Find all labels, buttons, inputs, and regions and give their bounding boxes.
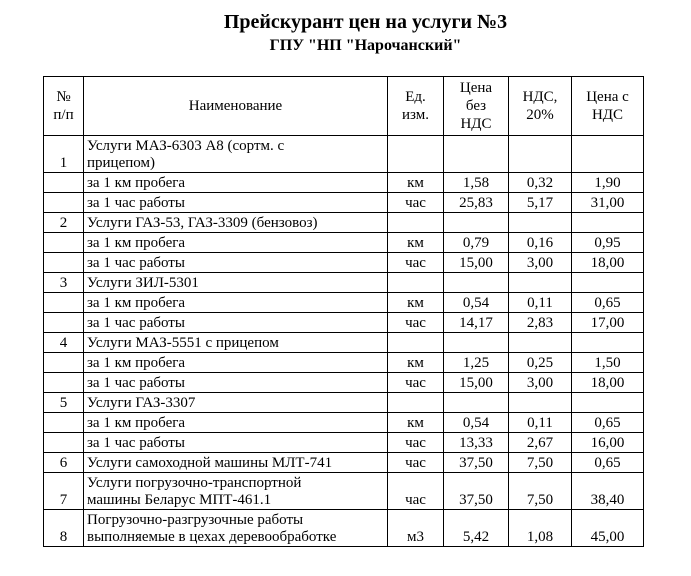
cell-unit: км xyxy=(388,293,444,313)
cell-total: 18,00 xyxy=(572,253,644,273)
cell-total xyxy=(572,136,644,173)
table-row xyxy=(44,333,644,353)
cell-unit: час xyxy=(388,433,444,453)
cell-vat xyxy=(509,213,572,233)
table-row xyxy=(44,373,644,393)
cell-price xyxy=(444,273,509,293)
cell-name-line: Услуги погрузочно-транспортной xyxy=(87,475,302,491)
cell-total: 18,00 xyxy=(572,373,644,393)
cell-price xyxy=(444,213,509,233)
cell-price: 1,58 xyxy=(444,173,509,193)
cell-vat: 0,11 xyxy=(509,413,572,433)
cell-num xyxy=(44,193,84,213)
cell-price xyxy=(444,393,509,413)
page-title: Прейскурант цен на услуги №3 xyxy=(223,11,508,33)
cell-num xyxy=(44,313,84,333)
cell-name xyxy=(84,373,388,393)
cell-total: 0,65 xyxy=(572,293,644,313)
cell-unit xyxy=(388,393,444,413)
table-row xyxy=(44,233,644,253)
table-row xyxy=(44,453,644,473)
cell-num: 2 xyxy=(44,213,84,233)
cell-num: 4 xyxy=(44,333,84,353)
column-header-total-line: НДС xyxy=(591,107,624,123)
cell-name-line: за 1 км пробега xyxy=(87,235,186,251)
column-header-price-line: без xyxy=(465,98,487,114)
page-subtitle: ГПУ "НП "Нарочанский" xyxy=(269,37,462,54)
cell-name-line: Услуги ЗИЛ-5301 xyxy=(87,275,199,291)
cell-price: 14,17 xyxy=(444,313,509,333)
table-row xyxy=(44,136,644,173)
cell-num xyxy=(44,373,84,393)
cell-name xyxy=(84,413,388,433)
cell-vat: 3,00 xyxy=(509,373,572,393)
cell-num: 7 xyxy=(44,473,84,510)
column-header-price xyxy=(444,77,509,136)
cell-name-line: выполняемые в цехах деревообработке xyxy=(87,529,337,545)
table-row xyxy=(44,173,644,193)
column-header-total-line: Цена с xyxy=(586,89,629,105)
column-header-price-line: Цена xyxy=(459,80,493,96)
cell-num: 1 xyxy=(44,136,84,173)
cell-total: 38,40 xyxy=(572,473,644,510)
cell-vat xyxy=(509,273,572,293)
cell-total: 17,00 xyxy=(572,313,644,333)
cell-name xyxy=(84,453,388,473)
cell-vat xyxy=(509,333,572,353)
cell-name-line: за 1 час работы xyxy=(87,375,185,391)
cell-name xyxy=(84,353,388,373)
cell-name-line: за 1 км пробега xyxy=(87,295,186,311)
cell-name xyxy=(84,213,388,233)
cell-num: 5 xyxy=(44,393,84,413)
cell-name-line: Услуги самоходной машины МЛТ-741 xyxy=(87,455,333,471)
cell-num xyxy=(44,353,84,373)
cell-vat: 7,50 xyxy=(509,453,572,473)
cell-name-line: Погрузочно-разгрузочные работы xyxy=(87,512,304,528)
cell-name-line: за 1 час работы xyxy=(87,195,185,211)
table-row xyxy=(44,253,644,273)
cell-name xyxy=(84,233,388,253)
cell-price: 37,50 xyxy=(444,453,509,473)
column-header-vat xyxy=(509,77,572,136)
cell-vat: 0,16 xyxy=(509,233,572,253)
cell-name xyxy=(84,273,388,293)
cell-num xyxy=(44,173,84,193)
column-header-vat-line: 20% xyxy=(526,107,554,123)
cell-price: 13,33 xyxy=(444,433,509,453)
cell-total: 0,65 xyxy=(572,413,644,433)
cell-price: 15,00 xyxy=(444,253,509,273)
cell-name-line: Услуги МАЗ-5551 с прицепом xyxy=(87,335,279,351)
cell-total: 0,95 xyxy=(572,233,644,253)
cell-unit xyxy=(388,273,444,293)
column-header-unit-line: изм. xyxy=(402,107,429,123)
cell-name-line: машины Беларус МПТ-461.1 xyxy=(87,492,272,508)
table-row xyxy=(44,353,644,373)
table-row xyxy=(44,293,644,313)
cell-unit: км xyxy=(388,413,444,433)
cell-num xyxy=(44,433,84,453)
cell-name xyxy=(84,173,388,193)
table-row xyxy=(44,313,644,333)
cell-name-line: Услуги ГАЗ-53, ГАЗ-3309 (бензовоз) xyxy=(87,215,318,231)
cell-name xyxy=(84,433,388,453)
cell-price: 1,25 xyxy=(444,353,509,373)
cell-unit: м3 xyxy=(388,510,444,547)
price-table-header xyxy=(44,77,644,136)
cell-vat xyxy=(509,136,572,173)
cell-name-line: Услуги МАЗ-6303 А8 (сортм. с xyxy=(87,138,285,154)
cell-price: 5,42 xyxy=(444,510,509,547)
cell-num xyxy=(44,253,84,273)
cell-vat: 7,50 xyxy=(509,473,572,510)
table-row xyxy=(44,510,644,547)
table-row xyxy=(44,413,644,433)
cell-vat: 2,83 xyxy=(509,313,572,333)
cell-unit: час xyxy=(388,373,444,393)
table-row xyxy=(44,393,644,413)
cell-total xyxy=(572,273,644,293)
cell-name-line: за 1 час работы xyxy=(87,435,185,451)
column-header-num xyxy=(44,77,84,136)
cell-unit: час xyxy=(388,473,444,510)
cell-name-line: Услуги ГАЗ-3307 xyxy=(87,395,196,411)
cell-num xyxy=(44,293,84,313)
cell-vat: 2,67 xyxy=(509,433,572,453)
table-row xyxy=(44,213,644,233)
cell-unit xyxy=(388,213,444,233)
cell-unit xyxy=(388,136,444,173)
cell-vat xyxy=(509,393,572,413)
column-header-num-line: п/п xyxy=(53,107,74,123)
cell-name-line: за 1 час работы xyxy=(87,315,185,331)
cell-total: 0,65 xyxy=(572,453,644,473)
cell-vat: 0,11 xyxy=(509,293,572,313)
cell-price xyxy=(444,333,509,353)
column-header-num-line: № xyxy=(56,89,71,105)
cell-total: 16,00 xyxy=(572,433,644,453)
cell-name xyxy=(84,313,388,333)
cell-name xyxy=(84,333,388,353)
cell-unit: км xyxy=(388,353,444,373)
cell-name-line: за 1 час работы xyxy=(87,255,185,271)
cell-name-line: за 1 км пробега xyxy=(87,355,186,371)
cell-name xyxy=(84,293,388,313)
table-row xyxy=(44,473,644,510)
cell-price: 37,50 xyxy=(444,473,509,510)
cell-name xyxy=(84,193,388,213)
cell-num: 8 xyxy=(44,510,84,547)
cell-vat: 3,00 xyxy=(509,253,572,273)
cell-unit: час xyxy=(388,193,444,213)
column-header-price-line: НДС xyxy=(460,116,492,132)
column-header-unit xyxy=(388,77,444,136)
cell-total xyxy=(572,333,644,353)
cell-price: 0,54 xyxy=(444,413,509,433)
cell-num: 3 xyxy=(44,273,84,293)
cell-name xyxy=(84,510,388,547)
cell-unit: км xyxy=(388,173,444,193)
price-table xyxy=(43,76,644,547)
column-header-total xyxy=(572,77,644,136)
column-header-name-line: Наименование xyxy=(188,98,283,114)
cell-total: 1,90 xyxy=(572,173,644,193)
cell-name xyxy=(84,253,388,273)
cell-price: 15,00 xyxy=(444,373,509,393)
cell-total: 1,50 xyxy=(572,353,644,373)
cell-num xyxy=(44,233,84,253)
column-header-unit-line: Ед. xyxy=(405,89,426,105)
cell-num xyxy=(44,413,84,433)
cell-total: 45,00 xyxy=(572,510,644,547)
cell-unit: час xyxy=(388,313,444,333)
cell-total xyxy=(572,393,644,413)
cell-vat: 1,08 xyxy=(509,510,572,547)
column-header-vat-line: НДС, xyxy=(522,89,558,105)
cell-total: 31,00 xyxy=(572,193,644,213)
table-row xyxy=(44,273,644,293)
price-table-body xyxy=(44,136,644,547)
cell-unit xyxy=(388,333,444,353)
cell-num: 6 xyxy=(44,453,84,473)
cell-price: 0,54 xyxy=(444,293,509,313)
cell-price xyxy=(444,136,509,173)
column-header-name xyxy=(84,77,388,136)
table-row xyxy=(44,193,644,213)
cell-vat: 5,17 xyxy=(509,193,572,213)
cell-name xyxy=(84,136,388,173)
cell-unit: час xyxy=(388,253,444,273)
cell-vat: 0,25 xyxy=(509,353,572,373)
cell-name xyxy=(84,473,388,510)
cell-price: 0,79 xyxy=(444,233,509,253)
cell-name-line: прицепом) xyxy=(87,155,155,171)
cell-price: 25,83 xyxy=(444,193,509,213)
cell-name-line: за 1 км пробега xyxy=(87,415,186,431)
cell-total xyxy=(572,213,644,233)
cell-name xyxy=(84,393,388,413)
cell-unit: час xyxy=(388,453,444,473)
table-row xyxy=(44,433,644,453)
cell-unit: км xyxy=(388,233,444,253)
cell-vat: 0,32 xyxy=(509,173,572,193)
cell-name-line: за 1 км пробега xyxy=(87,175,186,191)
